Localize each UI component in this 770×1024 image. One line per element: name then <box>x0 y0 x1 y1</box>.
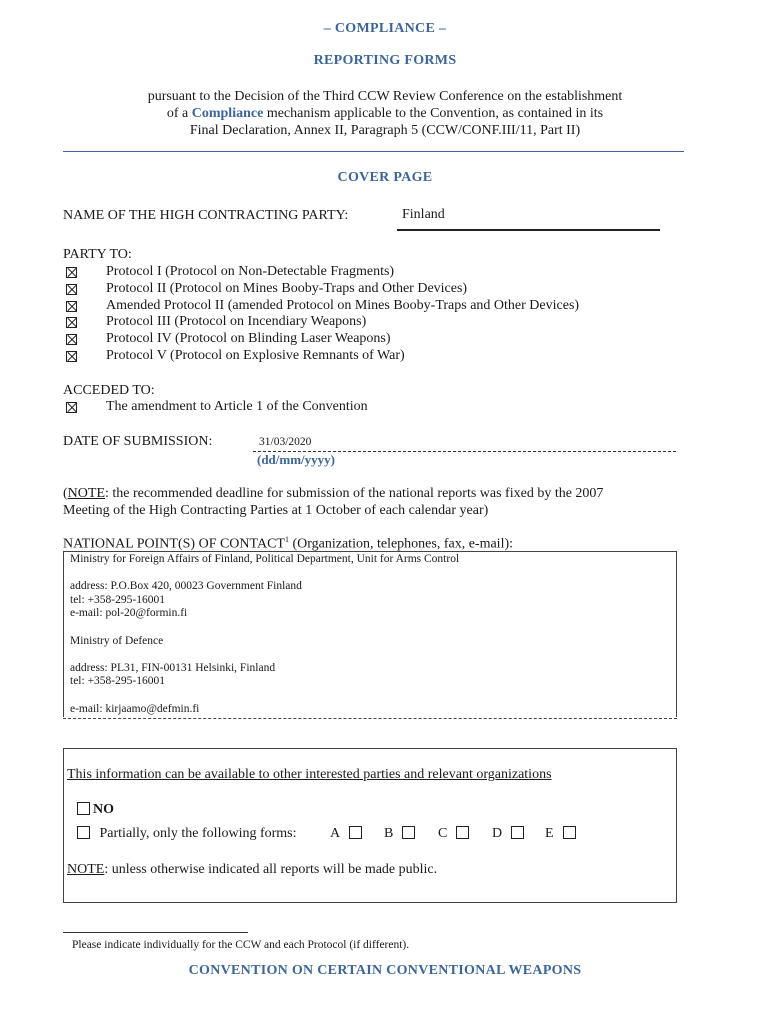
contact-line <box>70 566 670 580</box>
public-note-text: : unless otherwise indicated all reports will be made public. <box>104 862 438 877</box>
acceded-to-heading: ACCEDED TO: <box>63 383 155 398</box>
deadline-note-paren: ( <box>63 486 68 501</box>
intro-paragraph <box>0 88 770 139</box>
party-to-checkbox[interactable] <box>66 317 77 328</box>
contact-line: address: P.O.Box 420, 00023 Government Finland <box>70 580 302 593</box>
party-to-item-label: Protocol II (Protocol on Mines Booby-Traps and Other Devices) <box>106 280 468 296</box>
party-to-item-label: Protocol III (Protocol on Incendiary Weapons) <box>106 314 367 330</box>
form-option-label: D <box>492 826 503 841</box>
submission-date-label: DATE OF SUBMISSION: <box>63 434 213 449</box>
intro-line-2-pre: of a <box>166 106 192 121</box>
party-name-underline <box>397 229 660 231</box>
deadline-note-line-2: Meeting of the High Contracting Parties at 1 October of each calendar year) <box>63 503 489 518</box>
party-to-heading: PARTY TO: <box>63 247 132 262</box>
partially-label: Partially, only the following forms: <box>99 826 297 841</box>
contact-line <box>70 647 670 661</box>
form-option[interactable] <box>384 826 415 842</box>
party-to-item-label: Protocol I (Protocol on Non-Detectable Fragments) <box>106 264 395 279</box>
contact-box-bottom <box>63 718 677 719</box>
partially-checkbox[interactable] <box>77 826 90 839</box>
party-to-item-label: Amended Protocol II (amended Protocol on Mines Booby-Traps and Other Devices) <box>106 297 580 313</box>
party-to-checkbox[interactable] <box>66 334 77 345</box>
party-to-checkbox[interactable] <box>66 284 77 295</box>
no-checkbox[interactable] <box>77 802 90 815</box>
contact-details <box>70 552 670 715</box>
form-option[interactable] <box>330 826 362 842</box>
no-option[interactable] <box>77 802 114 818</box>
form-option-label: B <box>384 826 394 841</box>
footnote-text: Please indicate individually for the CCW and each Protocol (if different). <box>72 939 410 951</box>
acceded-checkbox[interactable] <box>66 402 77 413</box>
contact-line: Ministry for Foreign Affairs of Finland, Political Department, Unit for Arms Control <box>70 553 460 565</box>
form-option-label: A <box>330 826 341 841</box>
contact-label-text: NATIONAL POINT(S) OF CONTACT <box>63 536 285 552</box>
header-divider <box>63 151 684 152</box>
contact-label <box>63 535 513 553</box>
reporting-forms-heading: REPORTING FORMS <box>313 53 457 68</box>
contact-line <box>70 620 670 634</box>
cover-page-title: COVER PAGE <box>337 170 433 185</box>
date-format-hint: (dd/mm/yyyy) <box>257 452 335 467</box>
intro-line-2 <box>0 105 770 122</box>
availability-heading: This information can be available to other interested parties and relevant organizations <box>67 767 552 782</box>
form-option-checkbox[interactable] <box>563 826 576 839</box>
intro-line-3: Final Declaration, Annex II, Paragraph 5 (CCW/CONF.III/11, Part II) <box>189 123 581 138</box>
footnote-marker: 1 <box>284 535 289 544</box>
party-to-checkbox[interactable] <box>66 267 77 278</box>
contact-line: e-mail: pol-20@formin.fi <box>70 607 188 620</box>
contact-label-suffix: (Organization, telephones, fax, e-mail): <box>288 536 514 552</box>
footer-title: CONVENTION ON CERTAIN CONVENTIONAL WEAPONS <box>188 963 582 978</box>
contact-line: Ministry of Defence <box>70 634 164 647</box>
party-name-label: NAME OF THE HIGH CONTRACTING PARTY: <box>63 208 349 223</box>
form-option-checkbox[interactable] <box>511 826 524 839</box>
party-to-item-label: Protocol V (Protocol on Explosive Remnants of War) <box>106 348 405 363</box>
form-option-checkbox[interactable] <box>456 826 469 839</box>
contact-line: address: PL31, FIN-00131 Helsinki, Finland <box>70 661 276 674</box>
form-option-label: E <box>545 826 554 841</box>
partially-option[interactable] <box>77 826 297 842</box>
form-option-checkbox[interactable] <box>402 826 415 839</box>
intro-line-2-post: mechanism applicable to the Convention, as contained in its <box>263 106 604 121</box>
form-option[interactable] <box>492 826 524 842</box>
form-option-label: C <box>438 826 448 841</box>
deadline-note-text: : the recommended deadline for submission of the national reports was fixed by the 2007 <box>105 486 604 501</box>
acceded-item-label: The amendment to Article 1 of the Convention <box>106 399 368 414</box>
compliance-highlight: Compliance <box>191 106 264 121</box>
party-to-checkbox[interactable] <box>66 351 77 362</box>
party-to-checkbox[interactable] <box>66 301 77 312</box>
contact-line <box>70 688 670 702</box>
contact-line: e-mail: kirjaamo@defmin.fi <box>70 702 200 715</box>
contact-line: tel: +358-295-16001 <box>70 593 165 606</box>
party-name-value: Finland <box>402 207 445 222</box>
public-note <box>67 862 437 878</box>
footnote-divider <box>63 932 248 933</box>
submission-date-value: 31/03/2020 <box>259 436 312 448</box>
public-note-word: NOTE <box>67 862 105 877</box>
contact-line: tel: +358-295-16001 <box>70 675 165 688</box>
compliance-heading: – COMPLIANCE – <box>323 21 447 36</box>
party-to-item-label: Protocol IV (Protocol on Blinding Laser Weapons) <box>106 331 391 347</box>
deadline-note-word: NOTE <box>67 486 105 501</box>
intro-line-1: pursuant to the Decision of the Third CCW Review Conference on the establishment <box>147 89 623 104</box>
form-option[interactable] <box>438 826 469 842</box>
deadline-note <box>63 486 603 519</box>
form-option-checkbox[interactable] <box>349 826 362 839</box>
form-option[interactable] <box>545 826 576 842</box>
no-label: NO <box>93 802 114 817</box>
deadline-note-line-1 <box>63 486 603 502</box>
